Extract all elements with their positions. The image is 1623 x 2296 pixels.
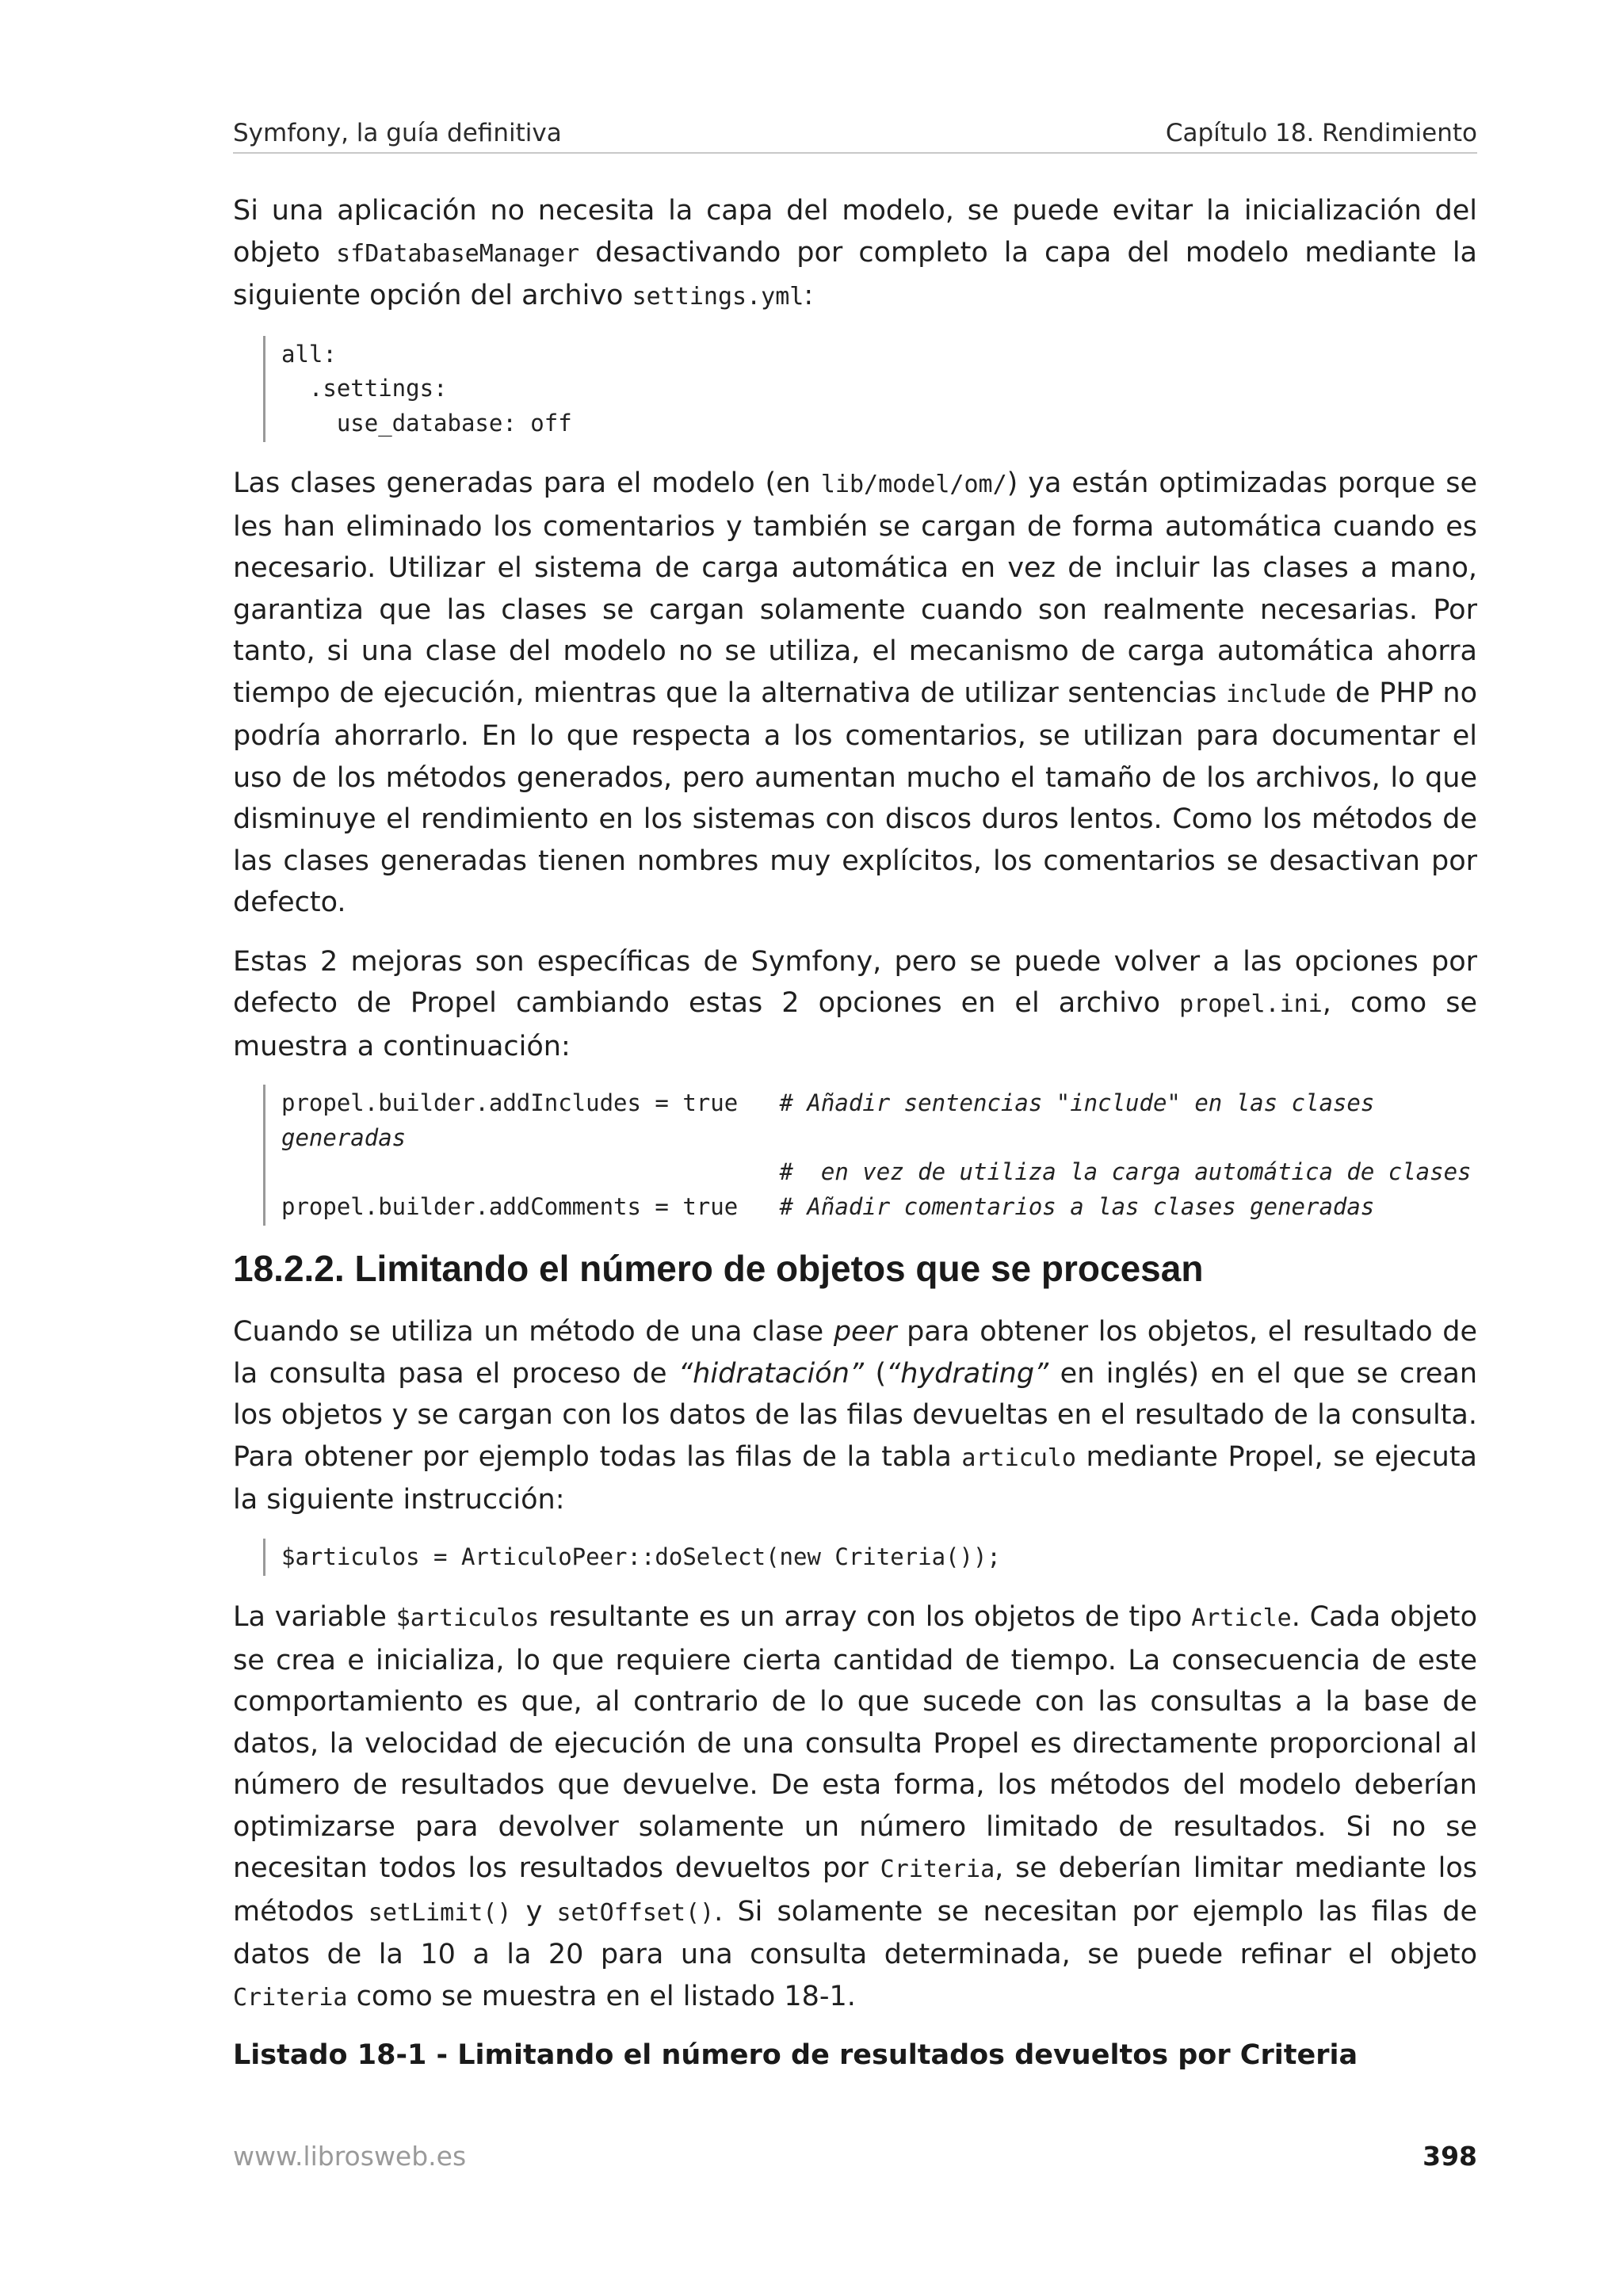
text-run: mediante Propel, se ejecuta la siguiente instrucción: xyxy=(233,1440,1477,1516)
page-number: 398 xyxy=(1423,2141,1477,2172)
text-run: , se deberían limitar mediante los métodos xyxy=(233,1852,1478,1928)
italic-term: “hydrating” xyxy=(886,1357,1049,1390)
section-heading: 18.2.2. Limitando el número de objetos que se procesan xyxy=(233,1248,1204,1289)
text-run: Estas 2 mejoras son específicas de Symfony, pero se puede volver a las opciones por defecto de Propel cambiando estas 2 opciones en el archivo xyxy=(233,945,1477,1019)
inline-code: Criteria xyxy=(233,1983,348,2012)
paragraph-limit-results xyxy=(233,1596,1477,2019)
code-comment: # Añadir comentarios a las clases generadas xyxy=(779,1192,1375,1220)
page-footer xyxy=(233,2139,1477,2174)
text-run: Las clases generadas para el modelo (en xyxy=(233,467,821,499)
text-run: en inglés) en el que se crean los objetos y se cargan con los datos de las filas devueltas en el resultado de la consulta. Para obtener por ejemplo todas las filas de la tabla xyxy=(233,1357,1478,1473)
text-run: desactivando por completo la capa del modelo mediante la siguiente opción del archivo xyxy=(233,236,1477,311)
inline-code: Article xyxy=(1191,1604,1292,1632)
inline-code: $articulos xyxy=(395,1604,540,1632)
inline-code: articulo xyxy=(961,1444,1076,1472)
paragraph-model-layer xyxy=(233,190,1477,318)
code-block-settings: all: .settings: use_database: off xyxy=(263,336,1477,443)
italic-term: “hidratación” xyxy=(678,1357,865,1390)
paragraph-hydration xyxy=(233,1311,1477,1521)
code-comment: # Añadir sentencias "include" en las clases generadas xyxy=(281,1089,1375,1151)
inline-code: lib/model/om/ xyxy=(820,471,1007,498)
code-comment: # en vez de utiliza la carga automática de clases xyxy=(779,1158,1472,1185)
inline-code: Criteria xyxy=(880,1855,995,1883)
text-run: y xyxy=(511,1895,557,1928)
chapter-title: Capítulo 18. Rendimiento xyxy=(1165,119,1477,147)
code-line xyxy=(281,1158,780,1185)
inline-code: propel.ini xyxy=(1179,990,1323,1018)
text-run: para obtener los objetos, el resultado de la consulta pasa el proceso de xyxy=(233,1316,1478,1390)
footer-url: www.librosweb.es xyxy=(233,2141,467,2172)
text-run: La variable xyxy=(233,1601,396,1633)
listing-caption: Listado 18-1 - Limitando el número de resultados devueltos por Criteria xyxy=(233,2039,1358,2071)
running-header xyxy=(233,117,1477,154)
book-title: Symfony, la guía definitiva xyxy=(233,119,562,147)
inline-code: setLimit() xyxy=(368,1898,512,1927)
text-run: de PHP no podría ahorrarlo. En lo que respecta a los comentarios, se utilizan para documentar el uso de los métodos generados, pero aumentan mucho el tamaño de los archivos, lo que disminuye el rendimiento en los sistemas con discos duros lentos. Como los métodos de las clases generadas tienen nombres muy explícitos, los comentarios se desactivan por defecto. xyxy=(233,677,1477,918)
text-run: Cuando se utiliza un método de una clase xyxy=(233,1316,834,1348)
text-run: como se muestra en el listado 18-1. xyxy=(347,1980,856,2012)
text-run: . Si solamente se necesitan por ejemplo las filas de datos de la 10 a la 20 para una consulta determinada, se puede refinar el objeto xyxy=(233,1895,1477,1970)
inline-code: include xyxy=(1225,680,1327,708)
text-run: ) ya están optimizadas porque se les han eliminado los comentarios y también se cargan de forma automática cuando es necesario. Utilizar el sistema de carga automática en vez de incluir las clases a mano, garantiza que las clases se cargan solamente cuando son realmente necesarias. Por tanto, si una clase del modelo no se utiliza, el mecanismo de carga automática ahorra tiempo de ejecución, mientras que la alternativa de utilizar sentencias xyxy=(233,467,1477,709)
inline-code: settings.yml xyxy=(632,283,804,311)
inline-code: sfDatabaseManager xyxy=(336,239,580,268)
page-content xyxy=(233,190,1477,2074)
paragraph-generated-classes xyxy=(233,463,1477,924)
paragraph-propel-options xyxy=(233,941,1477,1068)
text-run: . Cada objeto se crea e inicializa, lo que requiere cierta cantidad de tiempo. La consecuencia de este comportamiento es que, al contrario de lo que sucede con las consultas a la base de datos, la velocidad de ejecución de una consulta Propel es directamente proporcional al número de resultados que devuelve. De esta forma, los métodos del modelo deberían optimizarse para devolver solamente un número limitado de resultados. Si no se necesitan todos los resultados devueltos por xyxy=(233,1601,1478,1884)
text-run: , como se muestra a continuación: xyxy=(233,987,1477,1062)
code-line: propel.builder.addIncludes = true xyxy=(281,1089,780,1116)
code-block-doselect: $articulos = ArticuloPeer::doSelect(new Criteria()); xyxy=(263,1539,1477,1577)
inline-code: setOffset() xyxy=(556,1898,715,1927)
text-run: Si una aplicación no necesita la capa del modelo, se puede evitar la inicialización del objeto xyxy=(233,195,1477,269)
text-run: ( xyxy=(864,1357,887,1390)
code-line: propel.builder.addComments = true xyxy=(281,1192,739,1220)
text-run: : xyxy=(804,280,814,311)
italic-term: peer xyxy=(833,1316,897,1348)
code-block-propel-ini xyxy=(263,1085,1477,1226)
text-run: resultante es un array con los objetos de tipo xyxy=(539,1601,1192,1633)
